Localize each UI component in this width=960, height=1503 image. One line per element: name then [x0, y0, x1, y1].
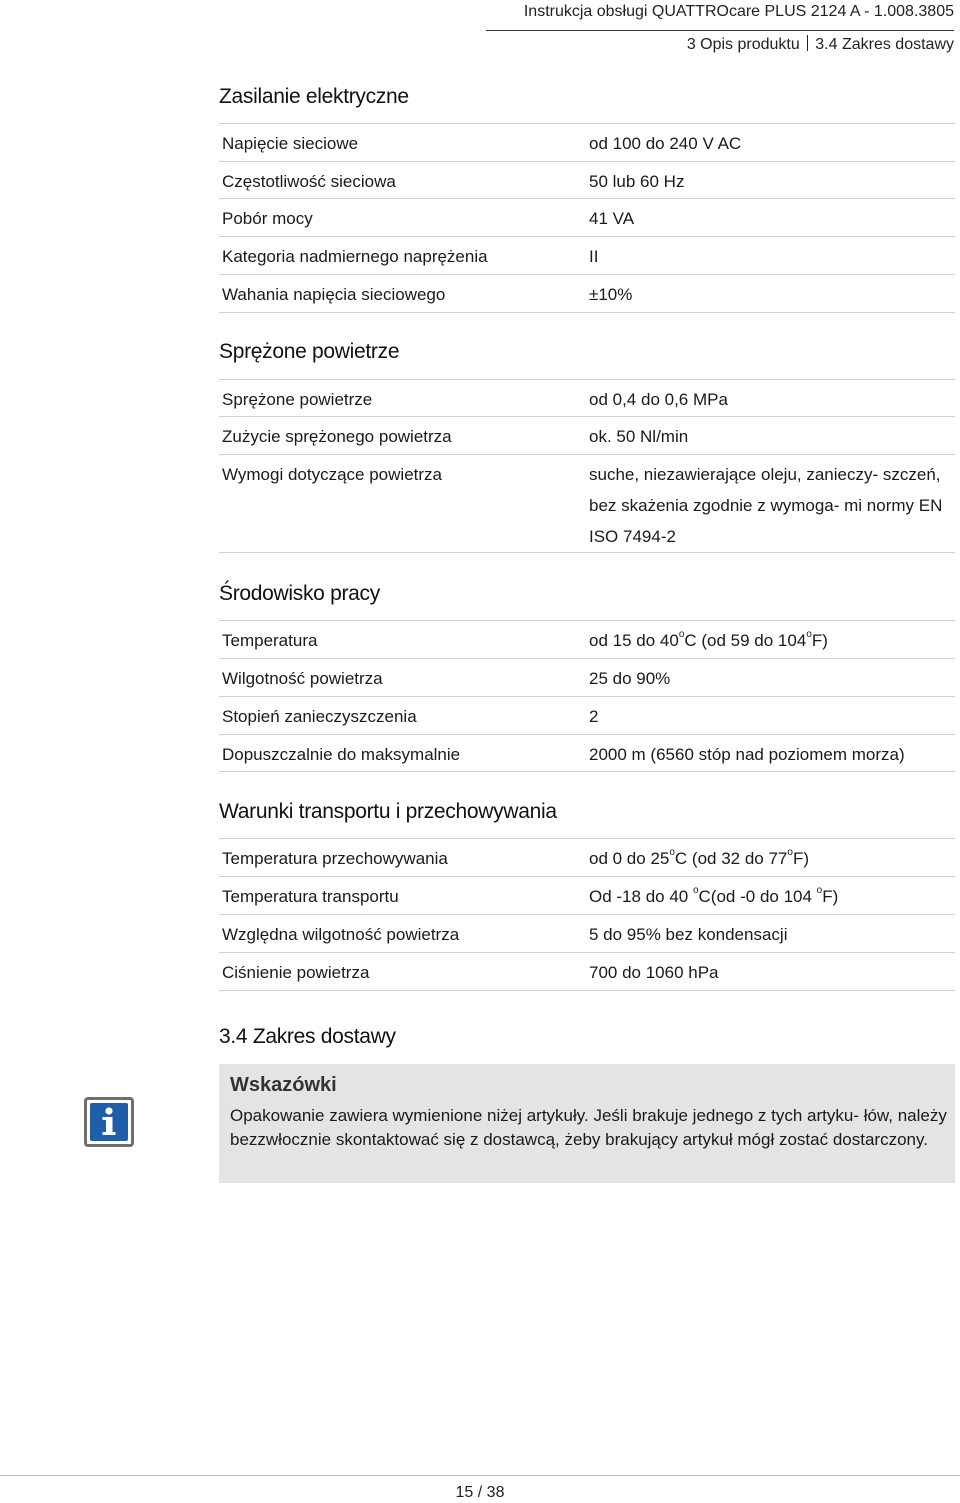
table-row: Względna wilgotność powietrza 5 do 95% bez kondensacji [219, 915, 955, 953]
footer-rule [0, 1475, 960, 1476]
table-transport [219, 838, 955, 991]
table-row: Wahania napięcia sieciowego ±10% [219, 275, 955, 313]
section-title-power: Zasilanie elektryczne [219, 85, 409, 108]
table-row: Temperatura przechowywania od 0 do 25$^o$C (od 32 do 77$^o$F) [219, 838, 955, 877]
table-row: Wymogi dotyczące powietrza suche, niezawierające oleju, zanieczy- szczeń, bez skażenia zgodnie z wymoga- mi normy EN ISO 7494-2 [219, 455, 955, 553]
table-compressed-air [219, 379, 955, 553]
table-row: Dopuszczalnie do maksymalnie 2000 m (6560 stóp nad poziomem morza) [219, 735, 955, 772]
table-power [219, 123, 955, 313]
table-row: Ciśnienie powietrza 700 do 1060 hPa [219, 953, 955, 991]
table-row: Sprężone powietrze od 0,4 do 0,6 MPa [219, 379, 955, 417]
table-row: Częstotliwość sieciowa 50 lub 60 Hz [219, 162, 955, 199]
info-icon [84, 1097, 134, 1147]
section-title-transport: Warunki transportu i przechowywania [219, 800, 557, 823]
breadcrumb-section: 3.4 Zakres dostawy [815, 36, 954, 53]
table-row: Wilgotność powietrza 25 do 90% [219, 659, 955, 697]
note-box [219, 1064, 955, 1183]
header-rule [486, 30, 954, 31]
table-row: Zużycie sprężonego powietrza ok. 50 Nl/min [219, 417, 955, 455]
section-title-environment: Środowisko pracy [219, 582, 380, 605]
breadcrumb-chapter: 3 Opis produktu [686, 36, 800, 53]
table-row: Kategoria nadmiernego naprężenia II [219, 237, 955, 275]
table-environment [219, 620, 955, 772]
note-text: Opakowanie zawiera wymienione niżej artykuły. Jeśli brakuje jednego z tych artyku- łów, należy bezzwłocznie skontaktować się z dostawcą, żeby brakujący artykuł mógł zostać dostarczony. [230, 1106, 947, 1149]
table-row: Temperatura od 15 do 40$^o$C (od 59 do 104$^o$F) [219, 620, 955, 659]
table-row: Stopień zanieczyszczenia 2 [219, 697, 955, 735]
breadcrumb [687, 35, 954, 54]
page-number: 15 / 38 [455, 1484, 505, 1501]
table-row: Temperatura transportu Od -18 do 40 $^o$C(od -0 do 104 $^o$F) [219, 877, 955, 915]
document-title: Instrukcja obsługi QUATTROcare PLUS 2124 A - 1.008.3805 [523, 3, 954, 20]
note-heading: Wskazówki [230, 1074, 337, 1096]
section-title-compressed-air: Sprężone powietrze [219, 340, 400, 363]
section-title-delivery: 3.4 Zakres dostawy [219, 1025, 396, 1048]
breadcrumb-separator [807, 35, 809, 51]
table-row: Pobór mocy 41 VA [219, 199, 955, 237]
table-row: Napięcie sieciowe od 100 do 240 V AC [219, 123, 955, 162]
